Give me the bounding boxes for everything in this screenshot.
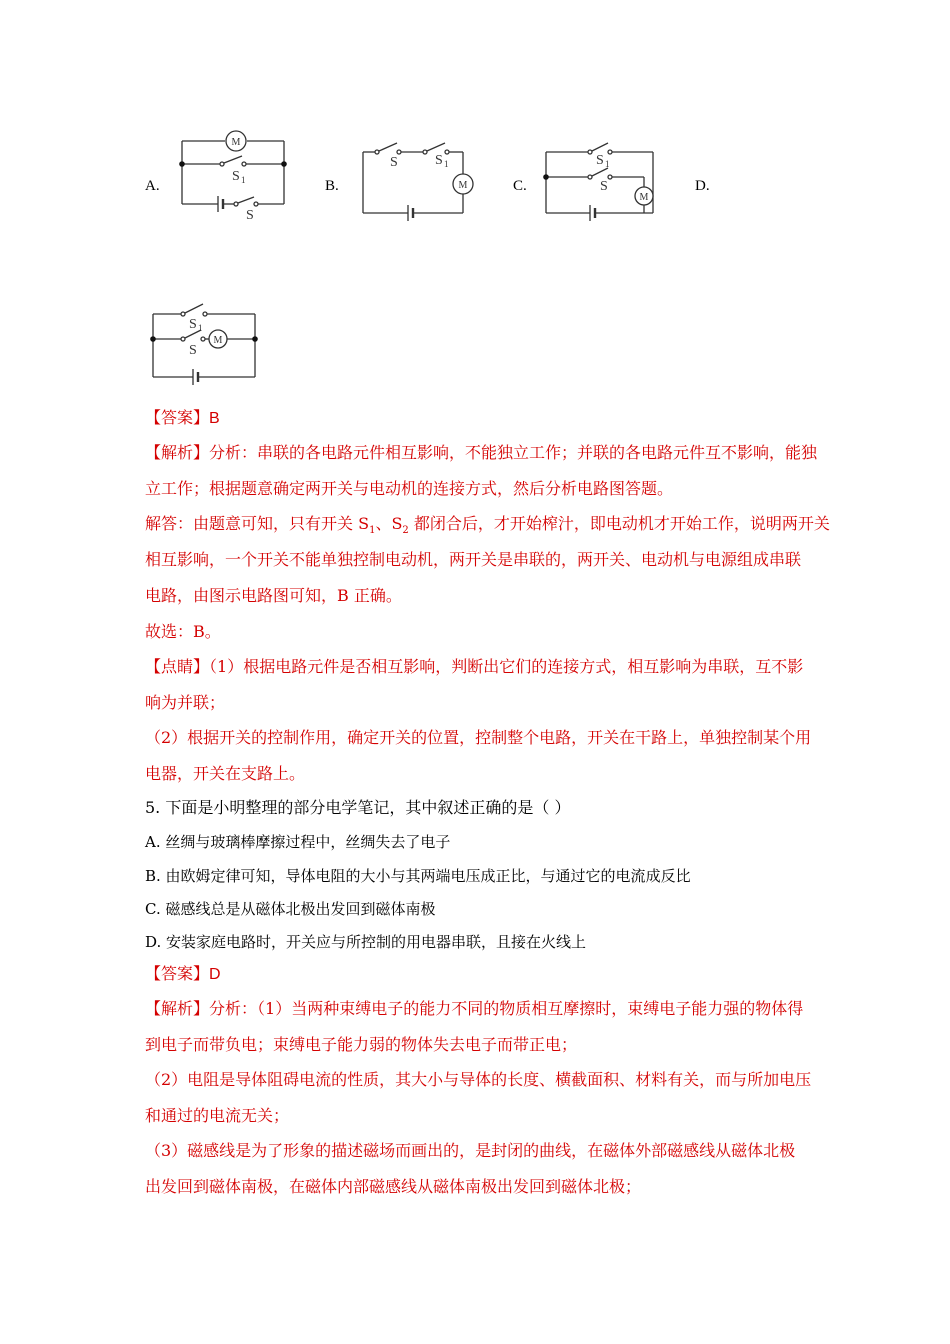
- q5-analysis-line-1: [145, 999, 803, 1019]
- switch-label: S: [596, 153, 604, 168]
- switch-label: S: [232, 169, 240, 184]
- answer-tag: 【答案】: [145, 964, 210, 983]
- solution-text: 都闭合后，才开始榨汁，即电动机才开始工作，说明两开关: [408, 514, 830, 533]
- q5-option-d: D. 安装家庭电路时，开关应与所控制的用电器串联，且接在火线上: [145, 933, 587, 951]
- q4-comment-line-1: [145, 657, 803, 677]
- circuit-diagram-b: [355, 133, 480, 221]
- analysis-tag: 【解析】: [145, 443, 210, 462]
- subscript: 1: [369, 525, 376, 537]
- switch-subscript: 1: [444, 159, 449, 169]
- switch-label: S: [246, 208, 254, 223]
- switch-subscript: 1: [241, 175, 246, 185]
- motor-label: M: [458, 180, 468, 191]
- q4-solution-line-3: 电路，由图示电路图可知，B 正确。: [145, 586, 402, 605]
- switch-label: S: [600, 179, 608, 194]
- q4-comment-line-3: （2）根据开关的控制作用，确定开关的位置，控制整个电路，开关在干路上，单独控制某个用: [145, 728, 812, 747]
- switch-subscript: 1: [605, 159, 610, 169]
- switch-label: S: [189, 343, 197, 358]
- answer-value: B: [209, 410, 220, 427]
- option-a-label: A.: [145, 178, 160, 194]
- motor-label: M: [639, 192, 649, 203]
- option-d-label: D.: [695, 178, 710, 194]
- analysis-tag: 【解析】: [145, 999, 210, 1018]
- switch-label: S: [435, 153, 443, 168]
- q4-analysis-line-2: 立工作；根据题意确定两开关与电动机的连接方式，然后分析电路图答题。: [145, 479, 674, 498]
- option-c-label: C.: [513, 178, 527, 194]
- q4-answer-line: [145, 408, 220, 429]
- q5-option-b: B. 由欧姆定律可知，导体电阻的大小与其两端电压成正比，与通过它的电流成反比: [145, 867, 691, 885]
- motor-label: M: [213, 335, 223, 346]
- subscript: 2: [402, 525, 409, 537]
- switch-label: S: [390, 155, 398, 170]
- motor-label: M: [231, 137, 241, 148]
- comment-tag: 【点睛】: [145, 657, 210, 676]
- answer-value: D: [209, 966, 221, 983]
- analysis-text: 分析：（1）当两种束缚电子的能力不同的物质相互摩擦时，束缚电子能力强的物体得: [209, 999, 804, 1018]
- q5-answer-line: [145, 964, 221, 985]
- circuit-diagram-a: [170, 128, 295, 224]
- switch-label: S: [189, 317, 197, 332]
- q4-comment-line-2: 响为并联；: [145, 693, 226, 712]
- q5-option-a: A. 丝绸与玻璃棒摩擦过程中，丝绸失去了电子: [145, 833, 451, 851]
- q4-comment-line-4: 电器，开关在支路上。: [145, 764, 306, 783]
- circuit-diagram-c: [538, 133, 663, 221]
- q4-solution-line-1: [145, 514, 830, 541]
- analysis-text: 分析：串联的各电路元件相互影响，不能独立工作；并联的各电路元件互不影响，能独: [209, 443, 818, 462]
- q4-analysis-line-1: [145, 443, 817, 463]
- solution-text: 、S: [375, 514, 403, 533]
- solution-text: 解答：由题意可知，只有开关 S: [145, 514, 370, 533]
- q5-analysis-line-4: 和通过的电流无关；: [145, 1106, 290, 1125]
- q5-stem: 5. 下面是小明整理的部分电学笔记，其中叙述正确的是（ ）: [145, 798, 571, 817]
- q4-solution-line-2: 相互影响，一个开关不能单独控制电动机，两开关是串联的，两开关、电动机与电源组成串联: [145, 550, 802, 569]
- comment-text: （1）根据电路元件是否相互影响，判断出它们的连接方式，相互影响为串联，互不影: [209, 657, 804, 676]
- q5-analysis-line-2: 到电子而带负电；束缚电子能力弱的物体失去电子而带正电；: [145, 1035, 578, 1054]
- q4-choice-line: 故选：B。: [145, 622, 221, 641]
- option-b-label: B.: [325, 178, 339, 194]
- q5-analysis-line-5: （3）磁感线是为了形象的描述磁场而画出的，是封闭的曲线，在磁体外部磁感线从磁体北极: [145, 1141, 796, 1160]
- switch-subscript: 1: [198, 323, 203, 333]
- q5-analysis-line-6: 出发回到磁体南极，在磁体内部磁感线从磁体南极出发回到磁体北极；: [145, 1177, 642, 1196]
- q5-analysis-line-3: （2）电阻是导体阻碍电流的性质，其大小与导体的长度、横截面积、材料有关，而与所加电压: [145, 1070, 812, 1089]
- answer-tag: 【答案】: [145, 408, 210, 427]
- q5-option-c: C. 磁感线总是从磁体北极出发回到磁体南极: [145, 900, 436, 918]
- circuit-diagram-d: [145, 297, 270, 385]
